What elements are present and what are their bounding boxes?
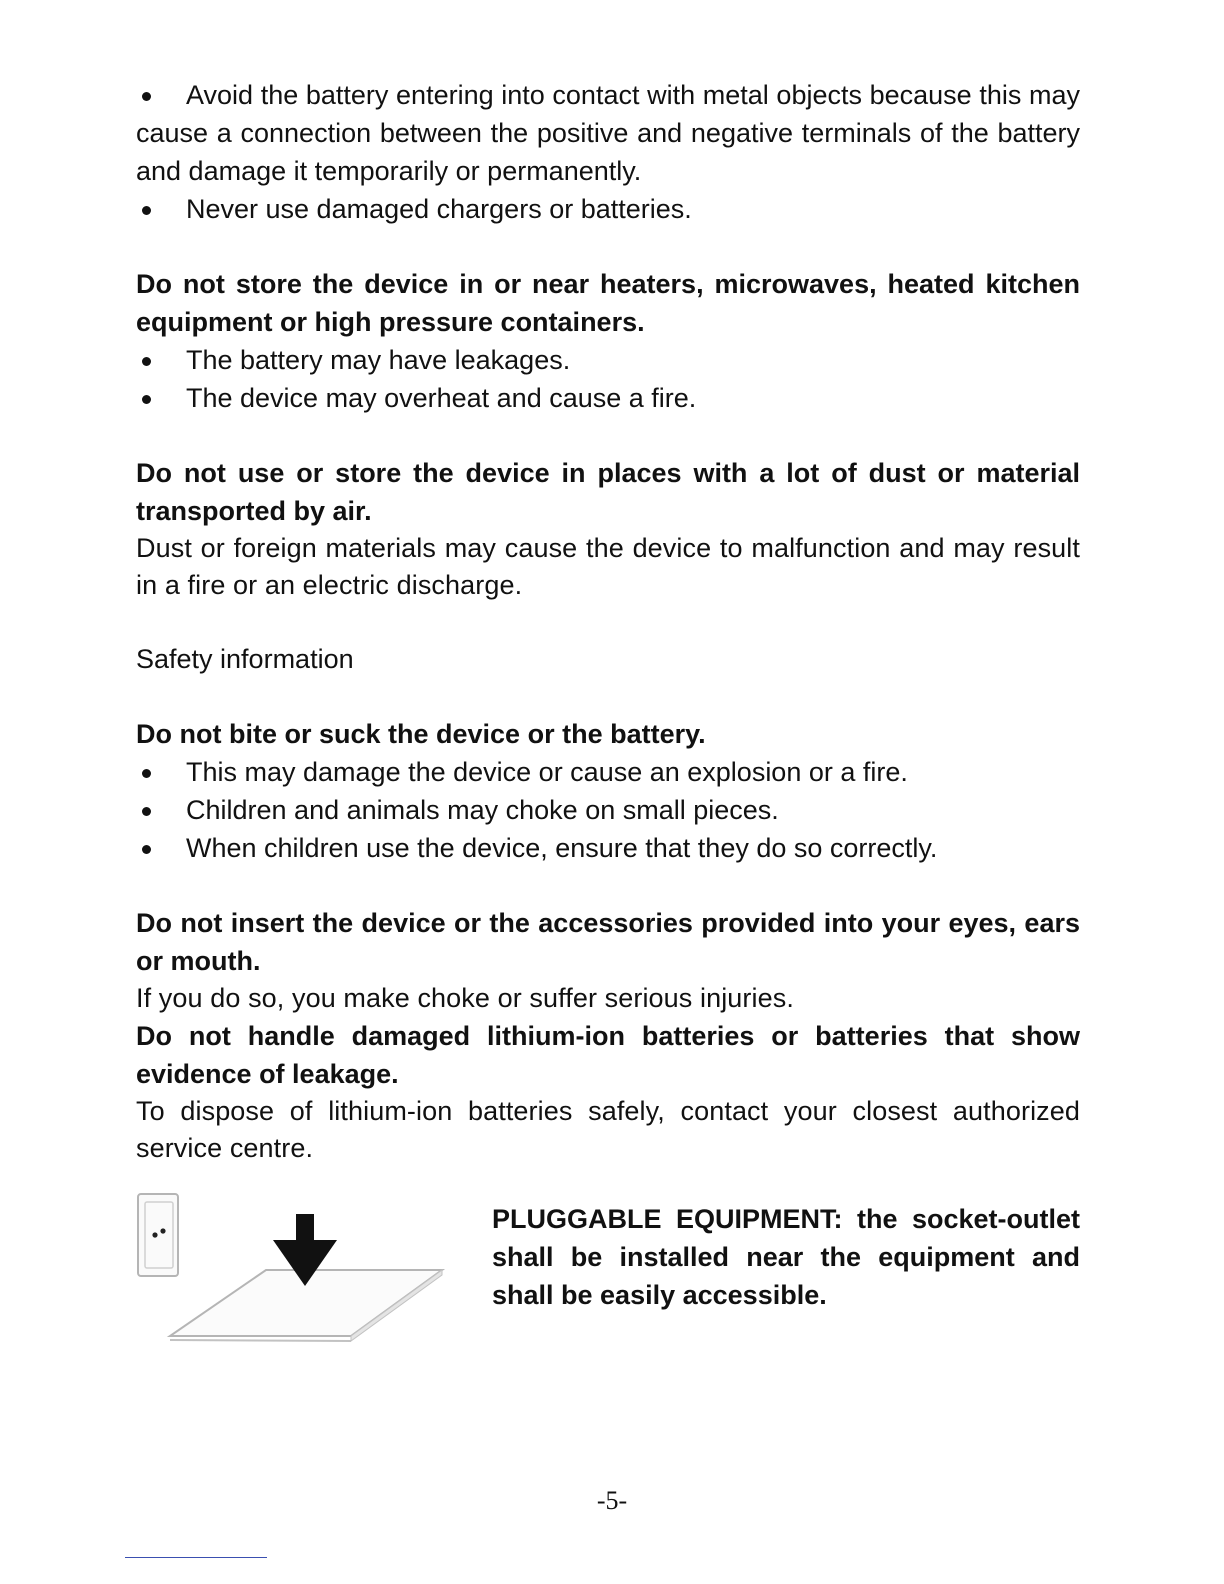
list-item: The battery may have leakages. — [136, 341, 1080, 379]
bullet-icon — [142, 357, 151, 366]
battery-bullet-list — [136, 76, 1080, 228]
bullet-icon — [142, 206, 151, 215]
bullet-icon — [142, 845, 151, 854]
list-item: The device may overheat and cause a fire. — [136, 379, 1080, 417]
list-item: When children use the device, ensure that they do so correctly. — [136, 829, 1080, 867]
page-number: -5- — [596, 1486, 628, 1515]
bullet-icon — [142, 807, 151, 816]
bullet-icon — [142, 92, 151, 101]
insert-text: If you do so, you make choke or suffer serious injuries. — [136, 983, 794, 1013]
heat-heading: Do not store the device in or near heaters, microwaves, heated kitchen equipment or high pressure containers. — [136, 269, 1080, 337]
page-content — [136, 76, 1080, 1167]
bullet-icon — [142, 395, 151, 404]
bullet-icon — [142, 769, 151, 778]
list-item: Never use damaged chargers or batteries. — [136, 190, 1080, 228]
dust-text: Dust or foreign materials may cause the device to malfunction and may result in a fire or an electric discharge. — [136, 533, 1080, 600]
socket-outlet-illustration — [136, 1188, 446, 1348]
dust-heading: Do not use or store the device in places with a lot of dust or material transported by air. — [136, 458, 1080, 526]
insert-heading: Do not insert the device or the accessories provided into your eyes, ears or mouth. — [136, 908, 1080, 976]
bite-heading: Do not bite or suck the device or the battery. — [136, 719, 706, 749]
wall-socket-icon — [138, 1194, 178, 1276]
section-label: Safety information — [136, 644, 354, 674]
footer-rule — [125, 1557, 267, 1558]
pluggable-equipment-section — [136, 1188, 1080, 1348]
bite-bullet-list — [136, 753, 1080, 867]
heat-bullet-list — [136, 341, 1080, 417]
lithium-text: To dispose of lithium-ion batteries safely, contact your closest authorized service centre. — [136, 1096, 1080, 1163]
list-item: Children and animals may choke on small pieces. — [136, 791, 1080, 829]
list-item: Avoid the battery entering into contact with metal objects because this may cause a connection between the positive and negative terminals of the battery and damage it temporarily or permanently. — [136, 80, 1080, 186]
list-item: This may damage the device or cause an explosion or a fire. — [136, 753, 1080, 791]
pluggable-equipment-notice: PLUGGABLE EQUIPMENT: the socket-outlet shall be installed near the equipment and shall be easily accessible. — [492, 1204, 1080, 1310]
lithium-heading: Do not handle damaged lithium-ion batteries or batteries that show evidence of leakage. — [136, 1021, 1080, 1089]
